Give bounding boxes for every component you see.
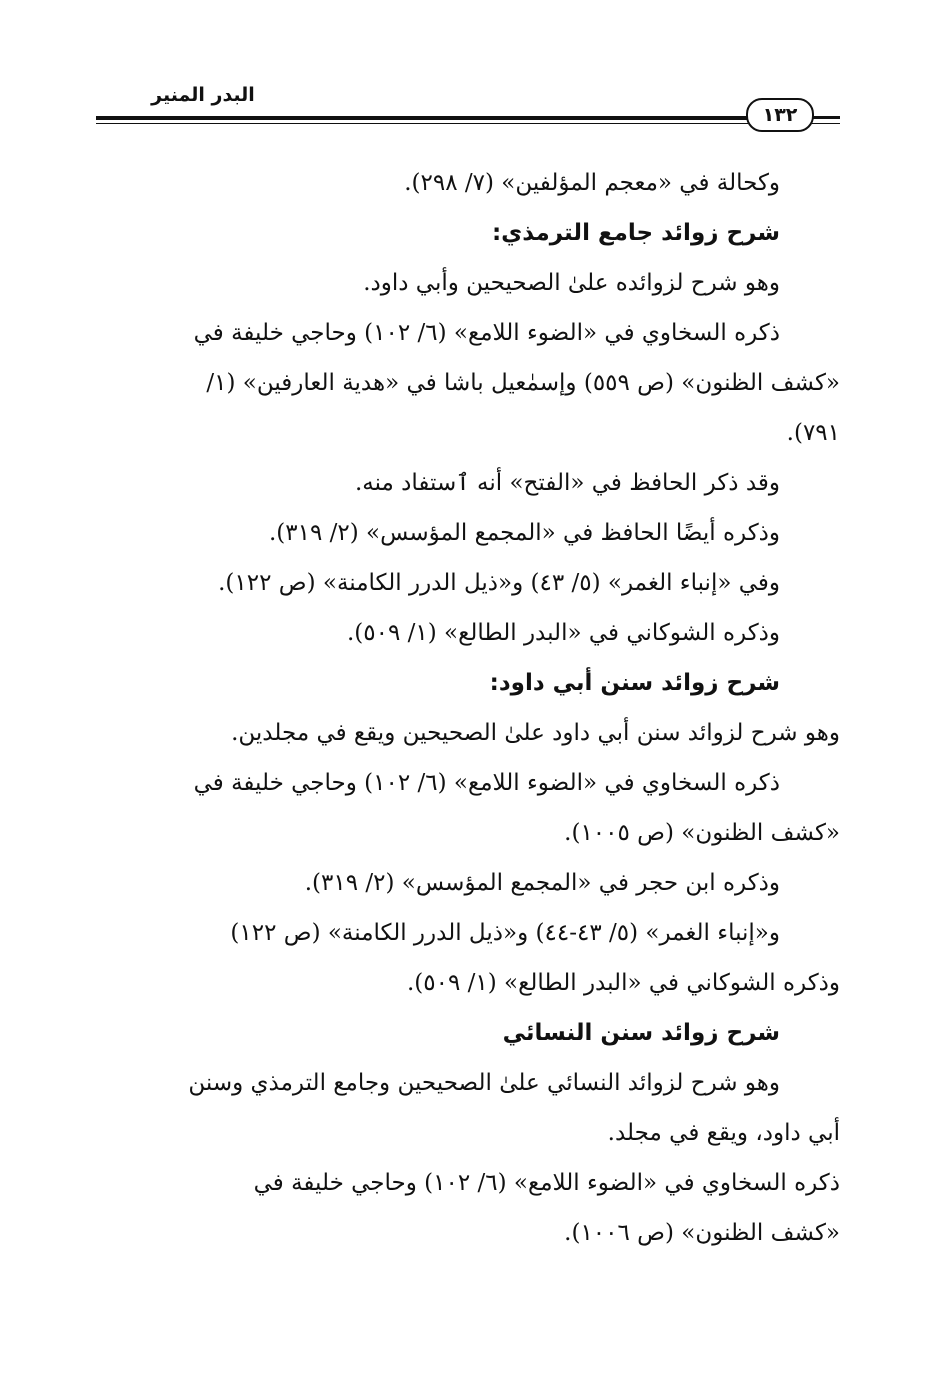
header-rule-thick: [96, 116, 748, 120]
text-line: وذكره الشوكاني في «البدر الطالع» (١/ ٥٠٩).: [406, 970, 840, 996]
section-heading: شرح زوائد سنن أبي داود:: [489, 670, 780, 696]
text-line: ذكره السخاوي في «الضوء اللامع» (٦/ ١٠٢) وحاجي خليفة في: [193, 770, 780, 796]
text-line: وهو شرح لزوائده علىٰ الصحيحين وأبي داود.: [363, 270, 780, 296]
text-line: وذكره الشوكاني في «البدر الطالع» (١/ ٥٠٩).: [346, 620, 780, 646]
text-line: وهو شرح لزوائد النسائي علىٰ الصحيحين وجامع الترمذي وسنن: [188, 1070, 780, 1096]
header-rule-right-thick: [812, 116, 840, 119]
text-line: وقد ذكر الحافظ في «الفتح» أنه ٱستفاد منه.: [354, 470, 780, 496]
running-title: البدر المنير: [151, 84, 255, 106]
text-line: ٧٩١).: [786, 420, 840, 446]
section-heading: شرح زوائد جامع الترمذي:: [491, 220, 780, 246]
text-line: وهو شرح لزوائد سنن أبي داود علىٰ الصحيحين ويقع في مجلدين.: [231, 720, 840, 746]
text-line: و«إنباء الغمر» (٥/ ٤٣-٤٤) و«ذيل الدرر الكامنة» (ص ١٢٢): [230, 920, 780, 946]
text-line: وكحالة في «معجم المؤلفين» (٧/ ٢٩٨).: [404, 170, 780, 196]
section-heading: شرح زوائد سنن النسائي: [502, 1020, 780, 1046]
text-line: «كشف الظنون» (ص ١٠٠٦).: [564, 1220, 840, 1246]
text-line: «كشف الظنون» (ص ٥٥٩) وإسمٰعيل باشا في «هدية العارفين» (١/: [206, 370, 840, 396]
text-line: «كشف الظنون» (ص ١٠٠٥).: [564, 820, 840, 846]
text-line: ذكره السخاوي في «الضوء اللامع» (٦/ ١٠٢) وحاجي خليفة في: [193, 320, 780, 346]
page-number: ١٣٢: [746, 98, 814, 132]
body-text: [95, 158, 840, 1258]
text-line: ذكره السخاوي في «الضوء اللامع» (٦/ ١٠٢) وحاجي خليفة في: [253, 1170, 840, 1196]
text-line: وذكره ابن حجر في «المجمع المؤسس» (٢/ ٣١٩).: [304, 870, 780, 896]
text-line: وذكره أيضًا الحافظ في «المجمع المؤسس» (٢/ ٣١٩).: [268, 520, 780, 546]
text-line: وفي «إنباء الغمر» (٥/ ٤٣) و«ذيل الدرر الكامنة» (ص ١٢٢).: [218, 570, 780, 596]
header-rule-thin: [96, 123, 748, 124]
header-rule-right-thin: [812, 123, 840, 124]
text-line: أبي داود، ويقع في مجلد.: [607, 1120, 840, 1146]
